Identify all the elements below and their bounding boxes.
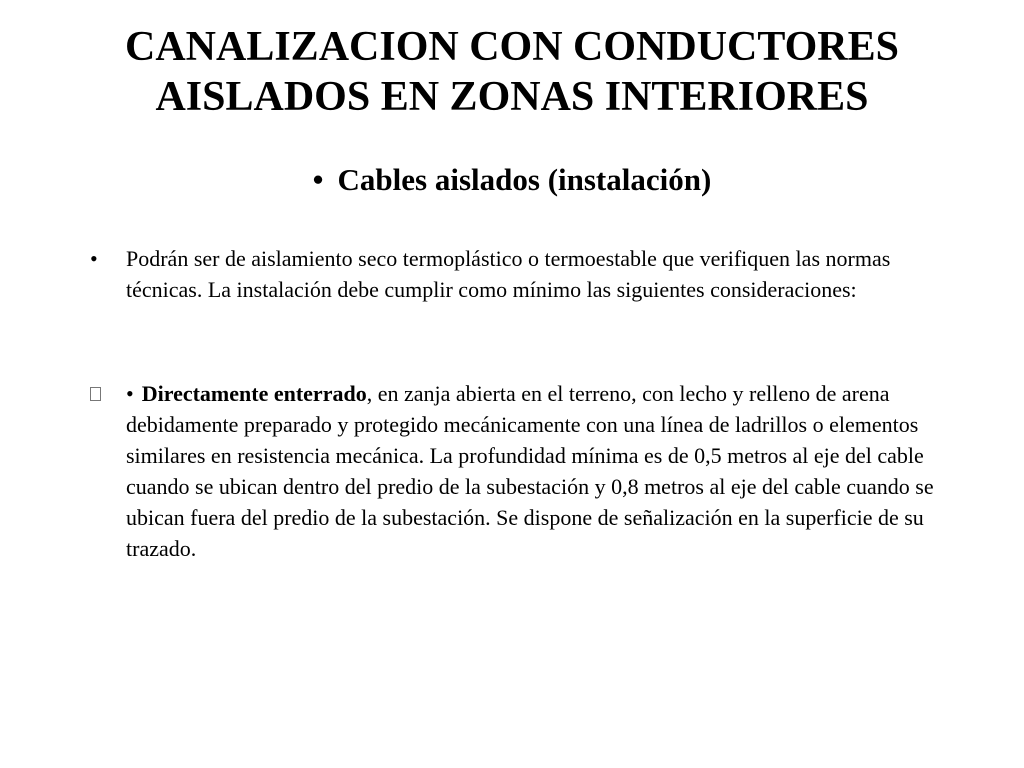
slide-subtitle — [0, 160, 1024, 200]
paragraph-1-bullet: • — [90, 246, 98, 271]
slide-title-line-1: CANALIZACION CON CONDUCTORES — [125, 24, 899, 70]
paragraph-2-text: , en zanja abierta en el terreno, con lecho y relleno de arena debidamente preparado y protegido mecánicamente con una línea de ladrillos o elementos similares en resistencia mecánica. La profundidad mínima es de 0,5 metros al eje del cable cuando se ubican dentro del predio de la subestación y 0,8 metros al eje del cable cuando se ubican fuera del predio de la subestación. Se dispone de señalización en la superficie de su trazado. — [126, 381, 934, 561]
subtitle-text: Cables aislados (instalación) — [337, 162, 712, 197]
paragraph-2-inline-bullet: • — [126, 381, 134, 406]
slide-title — [0, 22, 1024, 122]
paragraph-direct-burial — [126, 378, 946, 564]
slide-title-line-2: AISLADOS EN ZONAS INTERIORES — [155, 74, 869, 120]
paragraph-insulation — [90, 243, 946, 305]
missing-glyph-box-icon — [90, 387, 101, 401]
subtitle-bullet: • — [312, 162, 324, 197]
paragraph-1-text: Podrán ser de aislamiento seco termoplástico o termoestable que verifiquen las normas técnicas. La instalación debe cumplir como mínimo las siguientes consideraciones: — [126, 246, 891, 302]
paragraph-2-bold-lead: Directamente enterrado — [141, 381, 367, 406]
